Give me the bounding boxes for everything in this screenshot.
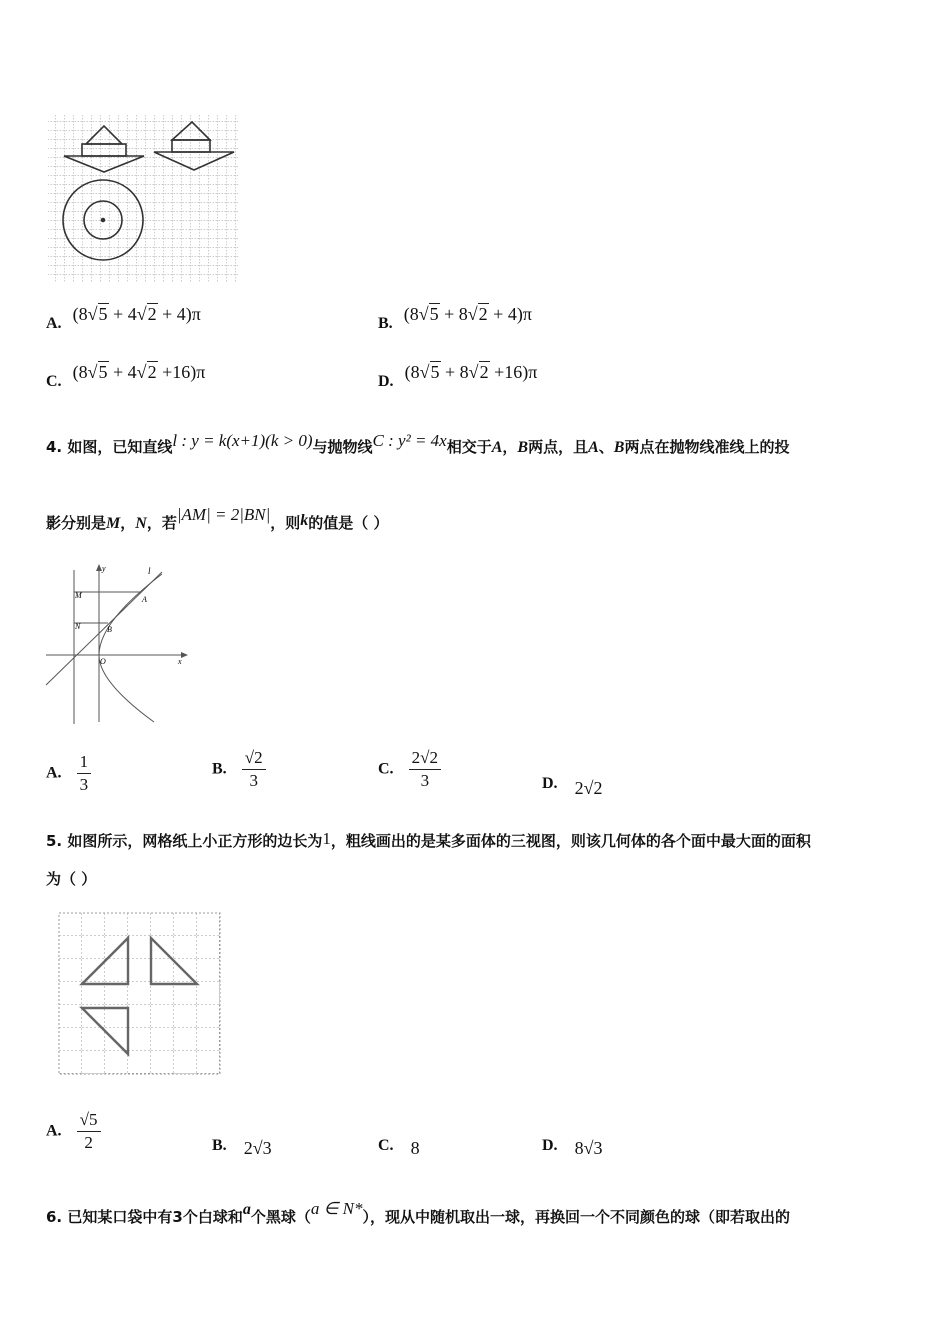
option-fraction (77, 1110, 101, 1153)
q3-three-view-figure (46, 112, 242, 286)
q5-line2 (46, 868, 96, 889)
option-expression: 8 (410, 1138, 420, 1158)
option-fraction (77, 752, 92, 795)
fraction-numerator: √2 (242, 748, 266, 770)
q4-line2 (46, 505, 389, 533)
q6-var: a (242, 1201, 251, 1218)
q4-text: ， (120, 514, 136, 532)
q4-parabola-equation: C : y² = 4x (372, 431, 447, 450)
q6-white-count: 3 (172, 1208, 183, 1226)
option-expression: (8√5 + 4√2 +16)π (72, 362, 206, 382)
q5-number: 5. (46, 832, 63, 850)
q4-option-b[interactable] (212, 748, 266, 791)
q5-option-d[interactable] (542, 1134, 603, 1158)
q4-text: 的值是（ ） (308, 514, 389, 532)
fraction-numerator: 1 (77, 752, 92, 774)
q5-option-c[interactable] (378, 1134, 420, 1158)
fraction-numerator: 2√2 (409, 748, 441, 770)
option-letter: B. (212, 1137, 227, 1154)
q4-parabola (99, 574, 162, 722)
q6-line1 (46, 1199, 791, 1227)
q4-var: k (300, 512, 309, 529)
q4-option-c[interactable] (378, 748, 441, 791)
q4-var: A (491, 439, 503, 456)
q4-label-l: l (148, 566, 151, 576)
q4-text: 两点在抛物线准线上的投 (624, 438, 790, 456)
q4-var: B (517, 439, 529, 456)
q4-var: M (106, 515, 121, 532)
option-expression: 8√3 (574, 1138, 603, 1158)
fraction-denominator: 3 (420, 771, 430, 790)
q6-number: 6. (46, 1208, 63, 1226)
q4-text: 相交于 (446, 438, 492, 456)
q5-option-b[interactable] (212, 1134, 272, 1158)
q3-option-c[interactable] (46, 362, 206, 391)
q4-label-a: A (142, 595, 147, 604)
q4-text: 影分别是 (46, 514, 107, 532)
option-letter: D. (542, 775, 558, 792)
option-expression: 2√3 (243, 1138, 272, 1158)
q5-side-length: 1 (322, 829, 331, 848)
q4-label-m: M (75, 591, 82, 600)
option-letter: C. (378, 760, 394, 778)
q4-text: 与抛物线 (312, 438, 373, 456)
option-fraction (409, 748, 441, 791)
option-letter: B. (378, 315, 393, 332)
fraction-denominator: 3 (79, 775, 89, 794)
q6-condition: a ∈ N* (310, 1199, 363, 1218)
q6-text: 个白球和 (182, 1208, 243, 1226)
option-letter: C. (46, 373, 62, 390)
q5-text: ，粗线画出的是某多面体的三视图，则该几何体的各个面中最大面的面积 (330, 832, 811, 850)
option-expression: (8√5 + 8√2 + 4)π (403, 304, 532, 324)
q4-text: 两点，且 (528, 438, 589, 456)
q4-var: A (588, 439, 599, 456)
option-letter: A. (46, 315, 62, 332)
option-letter: D. (378, 373, 394, 390)
q4-label-o: O (100, 657, 106, 666)
q4-option-d[interactable] (542, 772, 603, 798)
q4-label-y: y (102, 564, 106, 573)
q4-line1 (46, 431, 790, 457)
q6-text: 个黑球（ (250, 1208, 311, 1226)
q5-three-view-figure (58, 912, 224, 1080)
option-letter: D. (542, 1137, 558, 1154)
q5-text: 如图所示，网格纸上小正方形的边长为 (67, 832, 323, 850)
q5-line1 (46, 830, 811, 851)
q4-label-x: x (178, 657, 182, 666)
q4-text: 如图，已知直线 (67, 438, 173, 456)
q4-text: 、 (598, 438, 614, 456)
option-expression: 2√2 (574, 778, 603, 798)
q4-figure (44, 562, 194, 728)
q6-text: 已知某口袋中有 (67, 1208, 173, 1226)
fraction-denominator: 3 (249, 771, 258, 790)
q4-line-l (46, 572, 162, 685)
q6-text: ），现从中随机取出一球，再换回一个不同颜色的球（即若取出的 (362, 1208, 791, 1226)
q3-option-a[interactable] (46, 304, 201, 333)
q3-option-b[interactable] (378, 304, 532, 333)
option-letter: C. (378, 1137, 394, 1154)
option-expression: (8√5 + 4√2 + 4)π (72, 304, 201, 324)
q4-condition: |AM| = 2|BN| (176, 505, 271, 524)
q3-option-d[interactable] (378, 362, 538, 391)
q4-label-n: N (75, 622, 81, 631)
q4-x-arrow (181, 652, 188, 658)
q4-line-equation: l : y = k(x+1)(k > 0) (172, 431, 313, 450)
q4-label-b: B (107, 625, 112, 634)
q4-number: 4. (46, 438, 63, 456)
option-expression: (8√5 + 8√2 +16)π (404, 362, 538, 382)
fraction-denominator: 2 (84, 1133, 93, 1152)
fraction-numerator: √5 (77, 1110, 101, 1132)
q4-option-a[interactable] (46, 752, 91, 795)
q4-text: ，则 (270, 514, 301, 532)
option-letter: B. (212, 760, 227, 778)
option-letter: A. (46, 1122, 62, 1140)
q4-var: B (613, 439, 625, 456)
q4-text: ， (502, 438, 518, 456)
option-fraction (242, 748, 266, 791)
q5-text: 为（ ） (46, 870, 97, 888)
q4-text: ，若 (146, 514, 177, 532)
q5-option-a[interactable] (46, 1110, 101, 1153)
option-letter: A. (46, 764, 62, 782)
q4-var: N (135, 515, 147, 532)
